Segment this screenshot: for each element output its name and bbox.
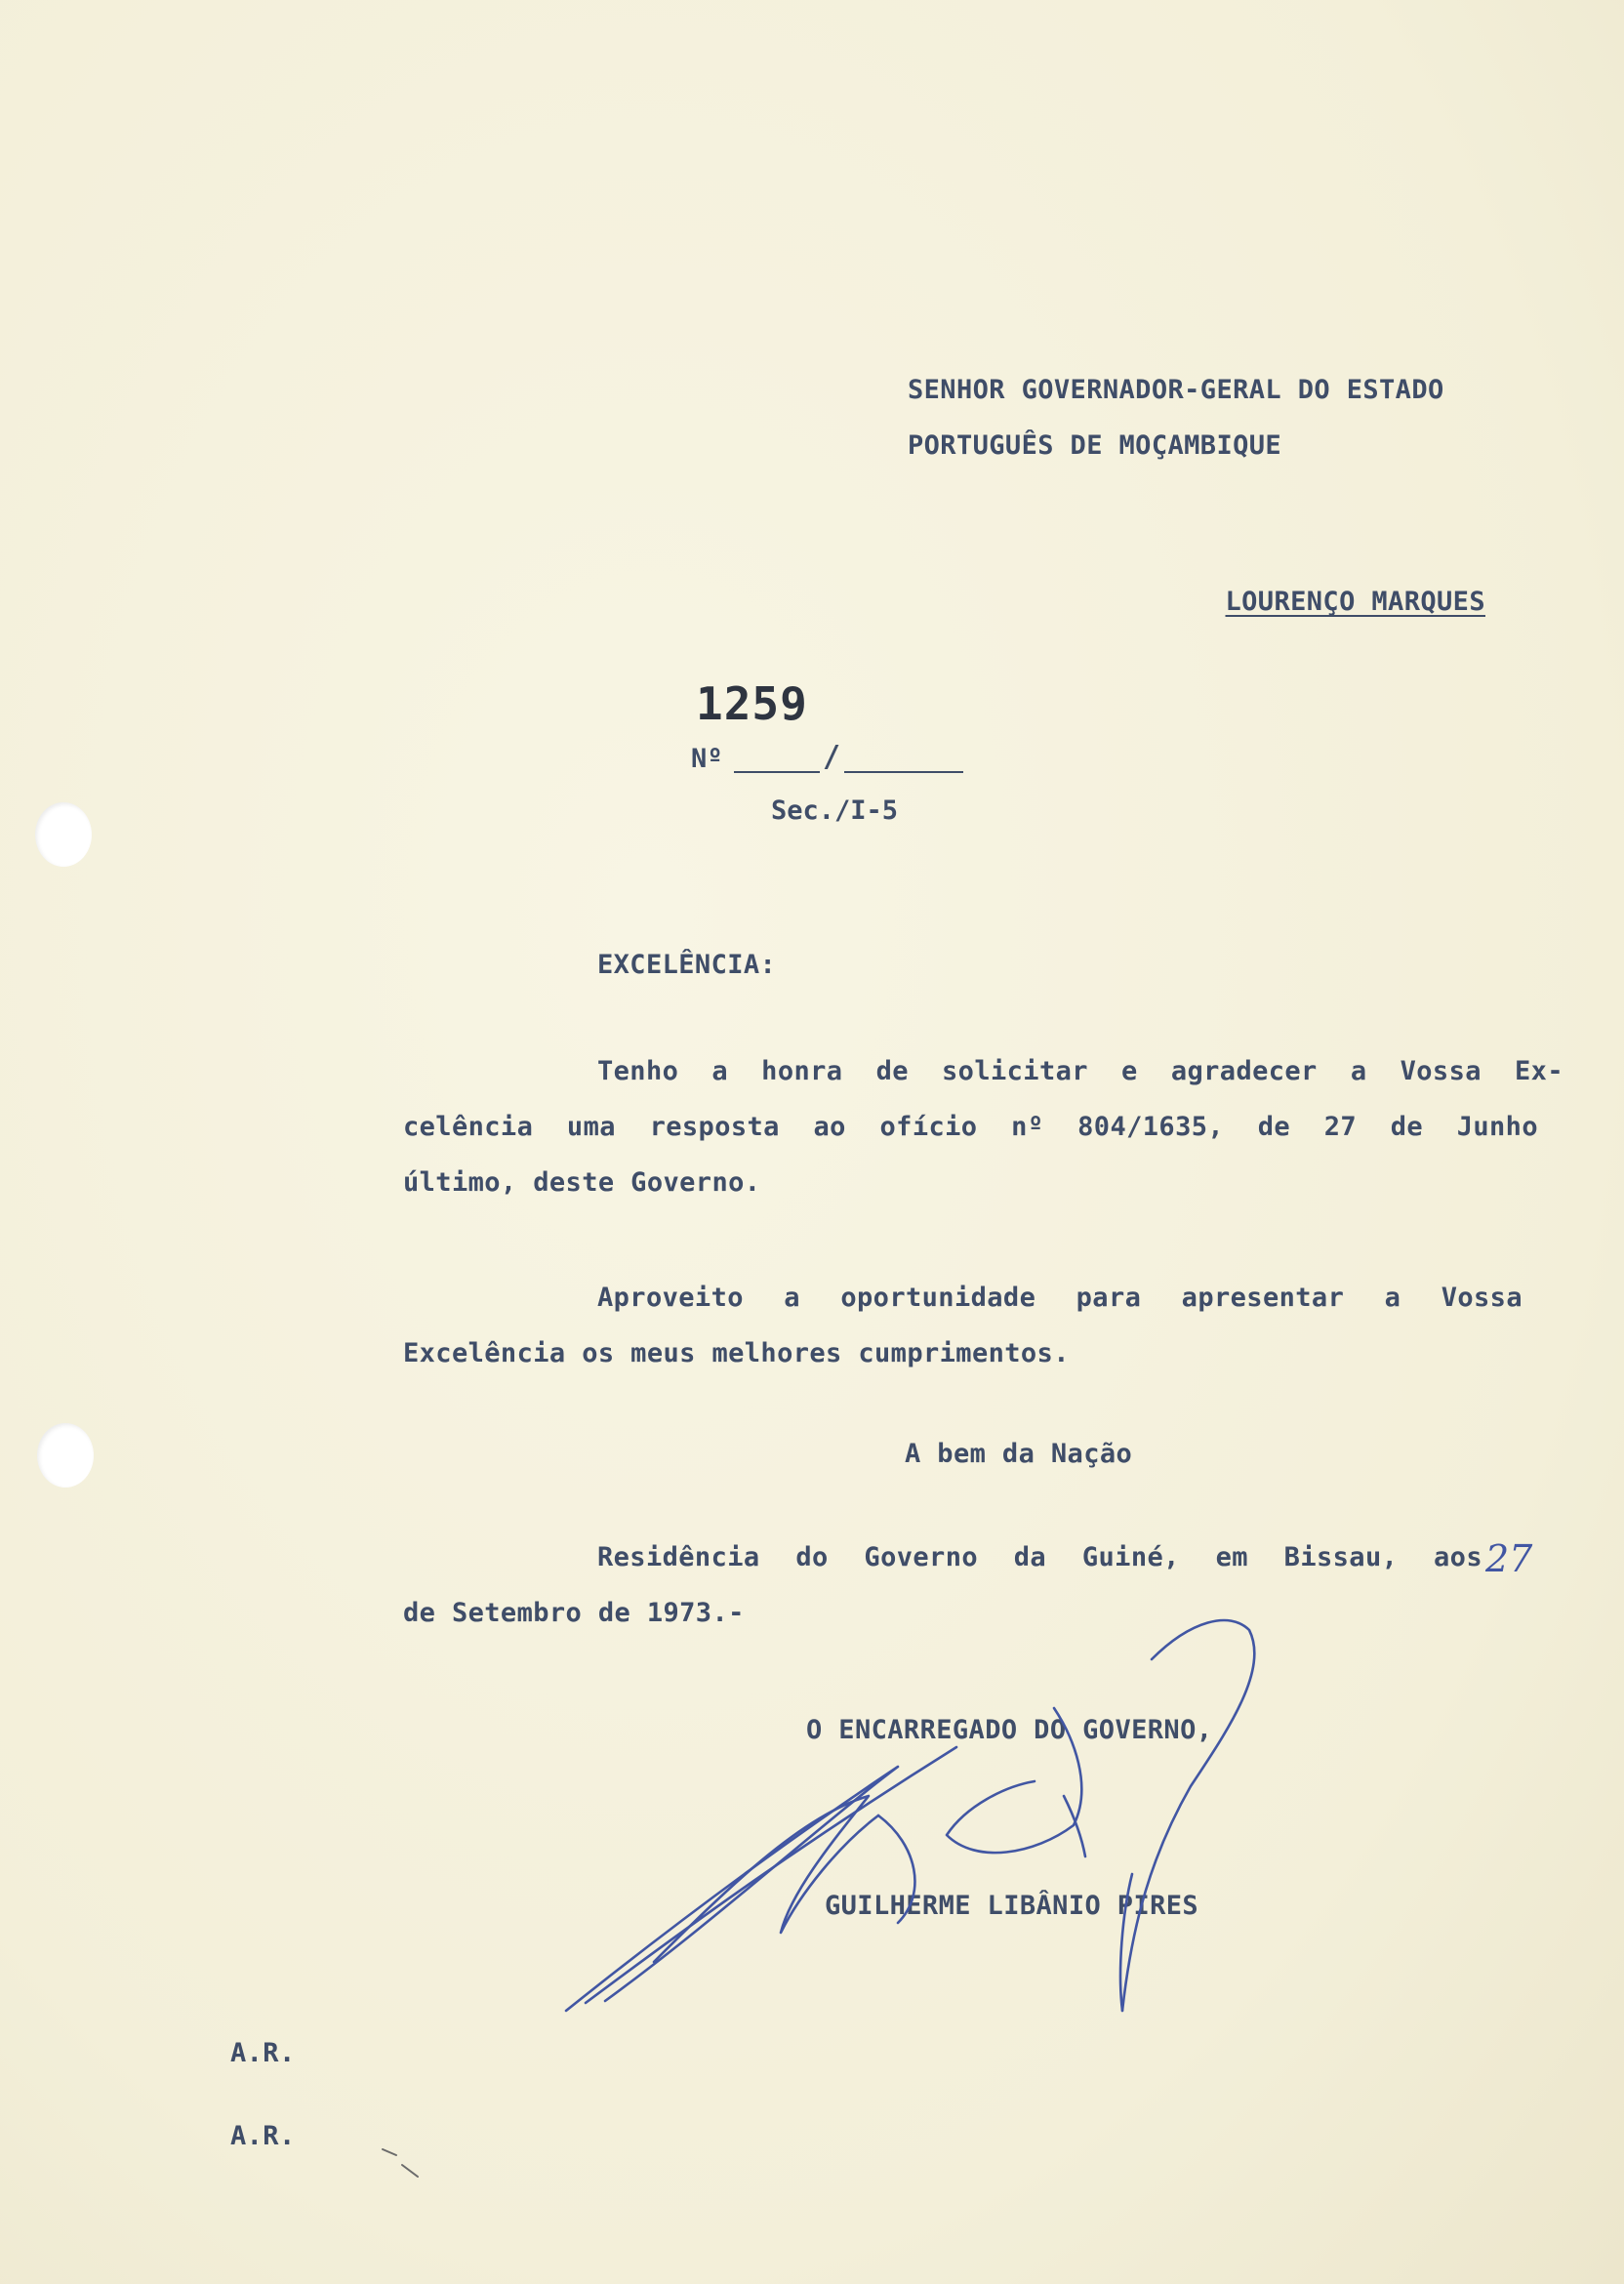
salutation: EXCELÊNCIA: bbox=[597, 950, 777, 980]
handwritten-day: 27 bbox=[1485, 1537, 1533, 1580]
paragraph-1-line-2: celência uma resposta ao ofício nº 804/1635, de 27 de Junho bbox=[403, 1112, 1538, 1142]
reference-blank-line-2 bbox=[844, 771, 963, 773]
addressee-line-2: PORTUGUÊS DE MOÇAMBIQUE bbox=[908, 430, 1282, 461]
closing-phrase: A bem da Nação bbox=[905, 1439, 1133, 1469]
addressee-line-1: SENHOR GOVERNADOR-GERAL DO ESTADO bbox=[908, 375, 1444, 405]
pencil-mark bbox=[379, 2143, 437, 2186]
reference-slash: / bbox=[823, 740, 841, 774]
paragraph-1-line-3: último, deste Governo. bbox=[403, 1167, 761, 1198]
punch-hole-top bbox=[35, 802, 92, 867]
paragraph-2-line-1: Aproveito a oportunidade para apresentar a Vossa bbox=[597, 1283, 1522, 1313]
date-line-1: Residência do Governo da Guiné, em Bissau, aos bbox=[597, 1542, 1482, 1572]
reference-blank-line-1 bbox=[734, 771, 820, 773]
footer-ar-2: A.R. bbox=[230, 2121, 296, 2151]
reference-number-label: Nº bbox=[691, 744, 723, 774]
paragraph-2-line-2: Excelência os meus melhores cumprimentos. bbox=[403, 1338, 1070, 1368]
punch-hole-bottom bbox=[37, 1423, 94, 1488]
handwritten-signature bbox=[547, 1601, 1366, 2050]
date-line-2: de Setembro de 1973.- bbox=[403, 1598, 745, 1628]
footer-ar-1: A.R. bbox=[230, 2038, 296, 2068]
paragraph-1-line-1: Tenho a honra de solicitar e agradecer a Vossa Ex- bbox=[597, 1056, 1563, 1086]
addressee-city: LOURENÇO MARQUES bbox=[1225, 587, 1485, 617]
signatory-title: O ENCARREGADO DO GOVERNO, bbox=[806, 1715, 1213, 1745]
reference-section: Sec./I-5 bbox=[771, 795, 899, 826]
reference-number: 1259 bbox=[696, 677, 808, 730]
signatory-name: GUILHERME LIBÂNIO PIRES bbox=[825, 1891, 1199, 1921]
